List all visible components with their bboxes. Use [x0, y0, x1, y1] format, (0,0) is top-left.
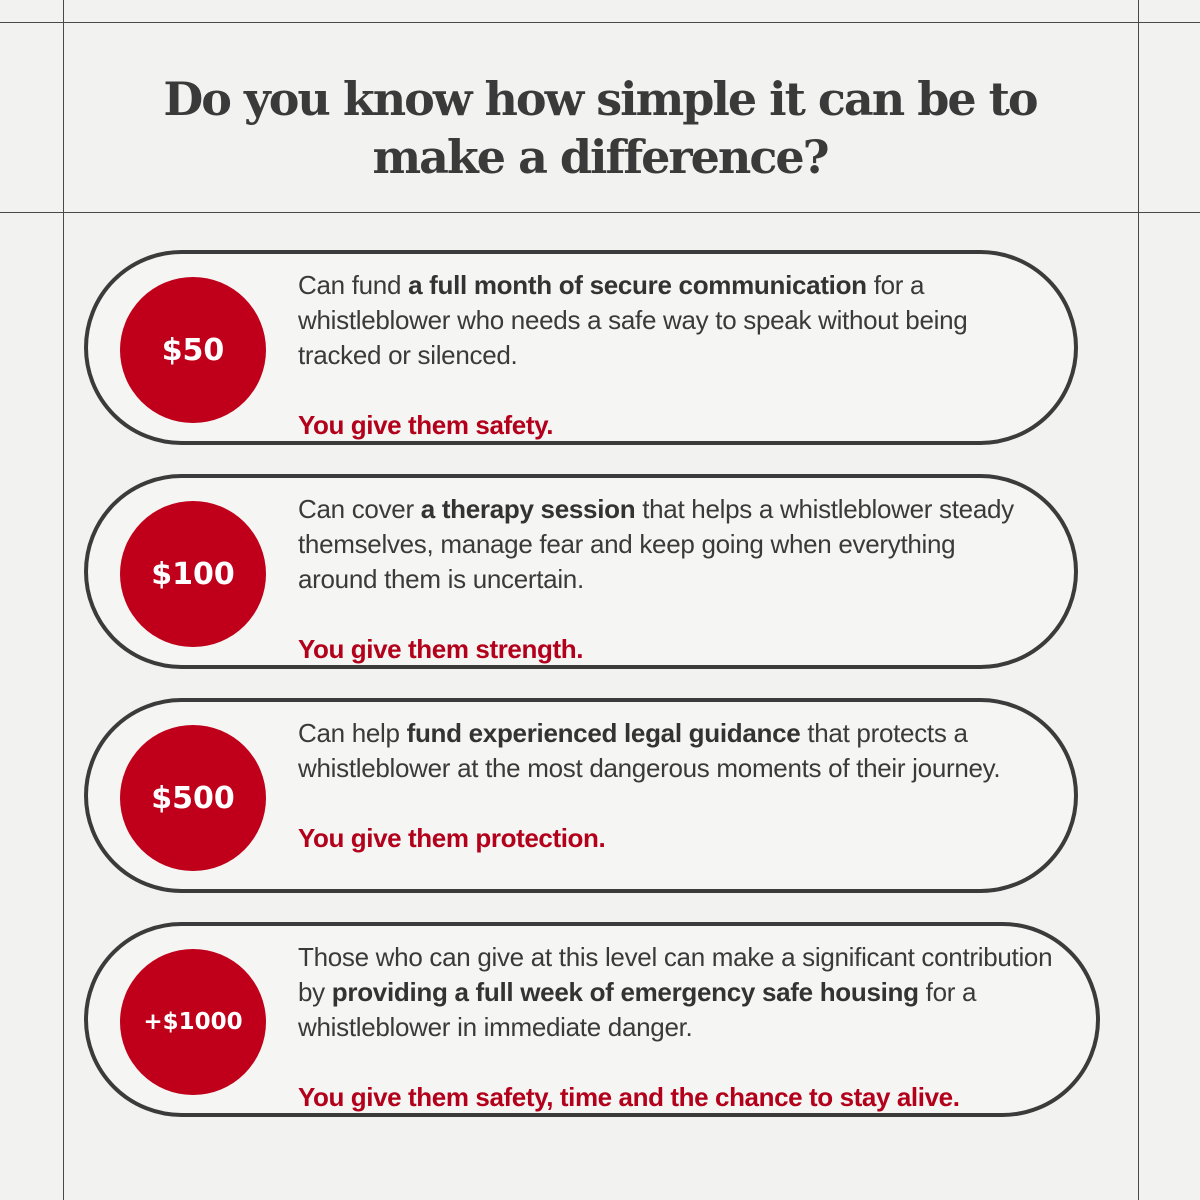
- grid-line-top: [0, 22, 1200, 23]
- tier-tagline: You give them safety.: [298, 410, 554, 440]
- tier-tagline: You give them safety, time and the chance to stay alive.: [298, 1082, 960, 1112]
- grid-line-right: [1138, 0, 1139, 1200]
- tier-content: [298, 940, 1058, 1115]
- desc-highlight: a therapy session: [420, 494, 636, 524]
- tier-description: [298, 492, 1038, 597]
- amount-badge: +$1000: [120, 949, 266, 1095]
- tier-description: [298, 716, 1038, 786]
- tier-tagline: You give them protection.: [298, 823, 606, 853]
- tier-content: [298, 492, 1038, 667]
- amount-badge: $50: [120, 277, 266, 423]
- amount-badge: $500: [120, 725, 266, 871]
- desc-text: that protects a whistleblower at the most dangerous moments of their journey.: [298, 718, 1001, 783]
- grid-line-title-divider: [0, 212, 1200, 213]
- tier-description: [298, 940, 1058, 1045]
- page-title: Do you know how simple it can be to make a difference?: [163, 72, 1037, 184]
- tier-tagline: You give them strength.: [298, 634, 584, 664]
- desc-text: Can cover: [298, 494, 421, 524]
- desc-text: Those who can give at this level can make a significant contribution by: [298, 942, 1053, 1007]
- tier-description: [298, 268, 1038, 373]
- desc-text: Can fund: [298, 270, 409, 300]
- donation-tier-card: [84, 698, 1078, 893]
- amount-badge: $100: [120, 501, 266, 647]
- desc-text: Can help: [298, 718, 407, 748]
- desc-highlight: fund experienced legal guidance: [406, 718, 801, 748]
- desc-highlight: providing a full week of emergency safe housing: [331, 977, 919, 1007]
- tier-content: [298, 716, 1038, 856]
- donation-tier-card: [84, 922, 1100, 1117]
- tier-content: [298, 268, 1038, 443]
- grid-line-left: [63, 0, 64, 1200]
- desc-text: for a whistleblower who needs a safe way to speak without being tracked or silenced.: [298, 270, 968, 370]
- desc-highlight: a full month of secure communication: [408, 270, 867, 300]
- desc-text: that helps a whistleblower steady themselves, manage fear and keep going when everything around them is uncertain.: [298, 494, 1014, 594]
- donation-tier-card: [84, 250, 1078, 445]
- desc-text: for a whistleblower in immediate danger.: [298, 977, 977, 1042]
- donation-tier-card: [84, 474, 1078, 669]
